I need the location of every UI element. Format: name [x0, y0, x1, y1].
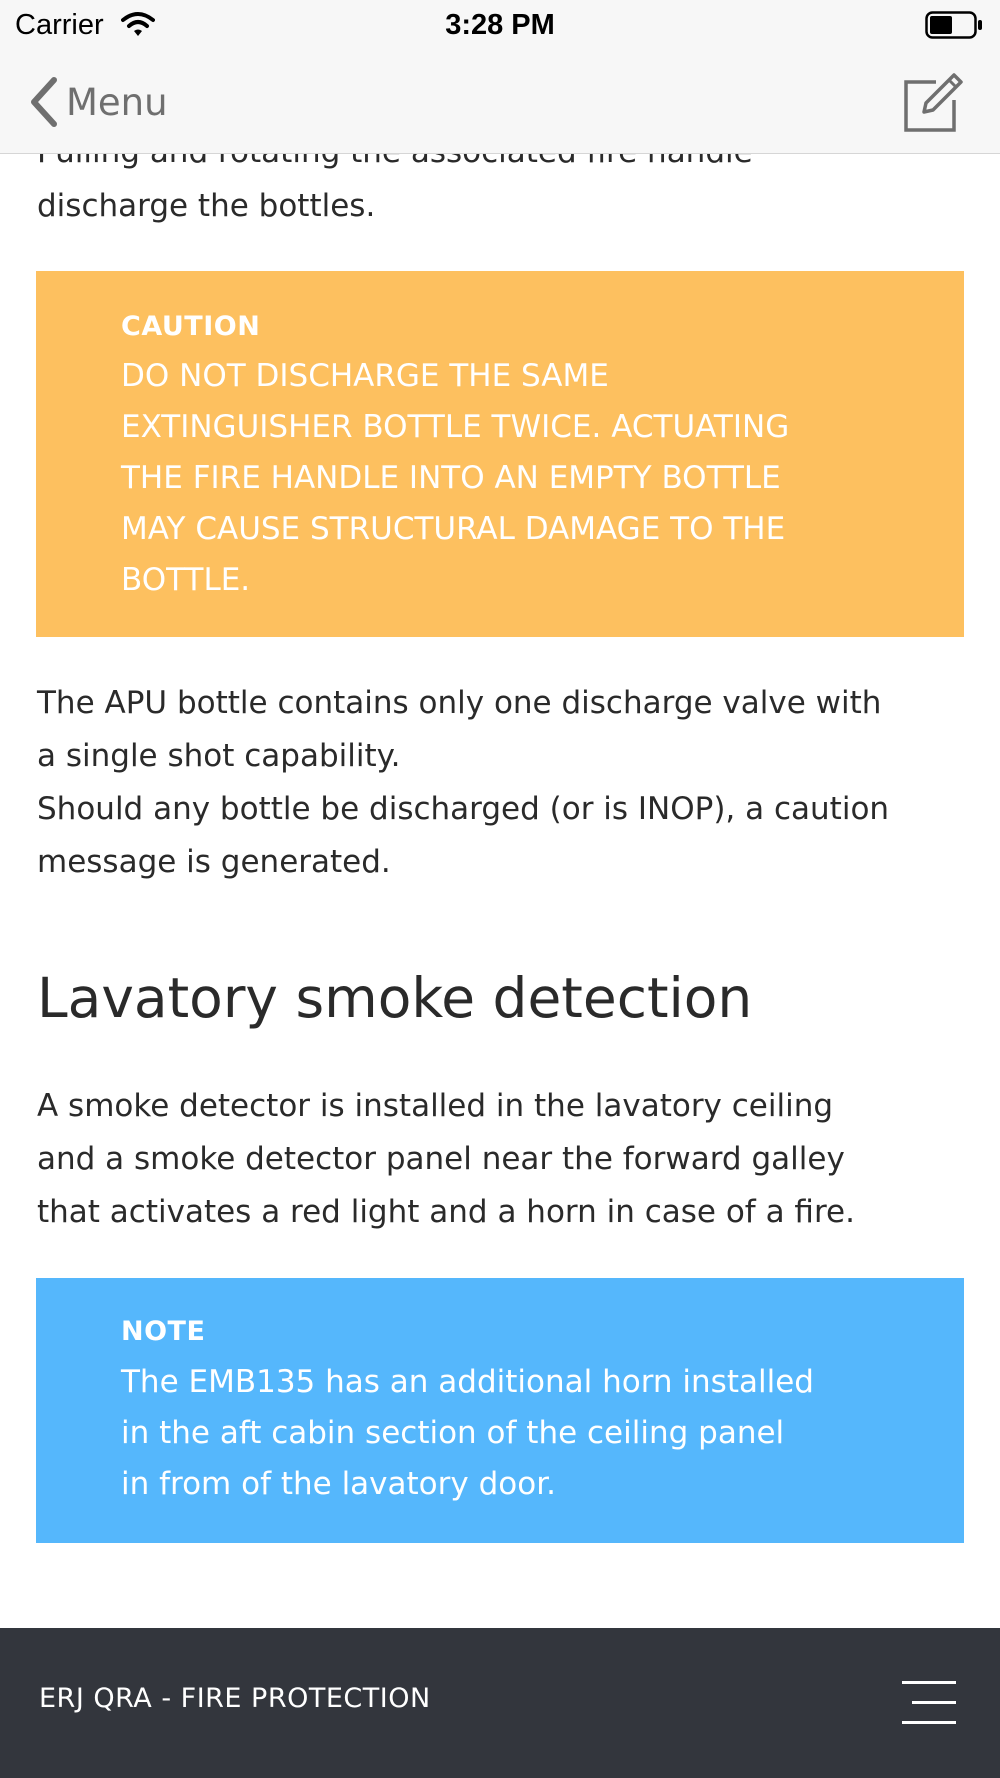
- menu-line: [912, 1701, 956, 1704]
- menu-line: [902, 1681, 956, 1684]
- menu-line: [902, 1721, 956, 1724]
- note-text: [121, 1357, 921, 1510]
- caution-line: EXTINGUISHER BOTTLE TWICE. ACTUATING: [121, 409, 790, 445]
- note-title: NOTE: [121, 1316, 206, 1347]
- document-title: ERJ QRA - FIRE PROTECTION: [39, 1683, 431, 1714]
- caution-line: BOTTLE.: [121, 562, 251, 598]
- note-callout: [36, 1278, 964, 1543]
- hamburger-menu-icon[interactable]: [902, 1681, 956, 1725]
- apu-line: The APU bottle contains only one discharge valve with: [37, 685, 882, 721]
- section-heading: Lavatory smoke detection: [37, 966, 753, 1030]
- smoke-line: and a smoke detector panel near the forward galley: [37, 1141, 845, 1177]
- note-line: in from of the lavatory door.: [121, 1466, 556, 1502]
- note-line: in the aft cabin section of the ceiling panel: [121, 1415, 785, 1451]
- smoke-paragraph: [37, 1080, 977, 1239]
- status-time: 3:28 PM: [445, 9, 555, 41]
- apu-line: a single shot capability.: [37, 738, 401, 774]
- apu-paragraph: [37, 677, 977, 889]
- smoke-line: A smoke detector is installed in the lavatory ceiling: [37, 1088, 834, 1124]
- carrier-label: Carrier: [15, 9, 104, 41]
- compose-icon[interactable]: [902, 70, 966, 134]
- caution-line: THE FIRE HANDLE INTO AN EMPTY BOTTLE: [121, 460, 781, 496]
- battery-icon: [925, 11, 983, 39]
- caution-line: DO NOT DISCHARGE THE SAME: [121, 358, 609, 394]
- chevron-left-icon: [26, 74, 60, 130]
- bottom-bar: [0, 1628, 1000, 1778]
- caution-text: [121, 351, 921, 606]
- back-label: Menu: [66, 80, 168, 124]
- apu-line: message is generated.: [37, 844, 391, 880]
- status-bar: [0, 0, 1000, 50]
- back-button[interactable]: [26, 72, 168, 132]
- intro-text: discharge the bottles.: [37, 188, 376, 224]
- caution-callout: [36, 271, 964, 637]
- caution-title: CAUTION: [121, 311, 261, 342]
- note-line: The EMB135 has an additional horn installed: [121, 1364, 814, 1400]
- smoke-line: that activates a red light and a horn in case of a fire.: [37, 1194, 855, 1230]
- caution-line: MAY CAUSE STRUCTURAL DAMAGE TO THE: [121, 511, 786, 547]
- apu-line: Should any bottle be discharged (or is INOP), a caution: [37, 791, 890, 827]
- navigation-bar: [0, 50, 1000, 154]
